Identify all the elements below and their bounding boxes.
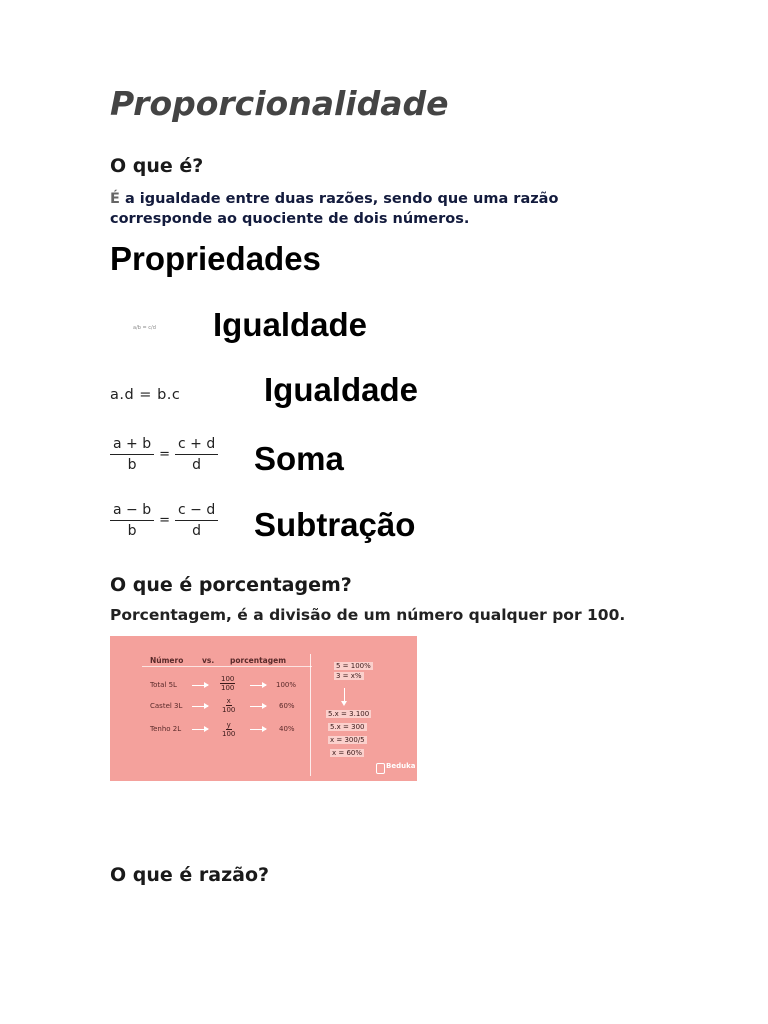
definition-first-letter: É bbox=[110, 191, 120, 207]
beduka-logo-text: Beduka bbox=[386, 762, 416, 770]
arrow-right-icon bbox=[250, 706, 266, 707]
sum-numerator-left: a + b bbox=[110, 436, 154, 455]
arrow-down-icon bbox=[344, 688, 345, 704]
arrow-right-icon bbox=[192, 729, 208, 730]
arrow-right-icon bbox=[192, 706, 208, 707]
image-row-label: Total 5L bbox=[150, 681, 177, 689]
image-row-frac-num: x bbox=[226, 697, 231, 705]
definition-paragraph bbox=[110, 189, 580, 229]
image-row-frac-num: 100 bbox=[221, 675, 235, 683]
sub-numerator-right: c − d bbox=[175, 502, 218, 521]
image-header-percentage: porcentagem bbox=[230, 656, 287, 665]
percentage-illustration bbox=[110, 636, 417, 781]
sum-denominator-left: b bbox=[127, 457, 137, 473]
percentage-text: , é a divisão de um número qualquer por 100. bbox=[226, 606, 626, 624]
sub-fraction-left bbox=[110, 502, 154, 539]
heading-percentage: O que é porcentagem? bbox=[110, 574, 352, 596]
image-header-number: Número bbox=[150, 656, 184, 665]
image-step: 5.x = 300 bbox=[330, 723, 365, 731]
image-row-frac-den: 100 bbox=[221, 684, 235, 692]
image-row-fraction bbox=[220, 675, 235, 692]
image-header-divider bbox=[142, 666, 312, 667]
heading-what-is: O que é? bbox=[110, 155, 204, 177]
subtraction-formula bbox=[110, 502, 218, 539]
sum-formula bbox=[110, 436, 218, 473]
sum-fraction-right bbox=[175, 436, 218, 473]
image-row-value: 40% bbox=[279, 725, 295, 733]
image-row-fraction bbox=[222, 697, 235, 714]
sum-denominator-right: d bbox=[192, 457, 202, 473]
arrow-right-icon bbox=[250, 685, 266, 686]
image-column-divider bbox=[310, 654, 311, 776]
property-label-equality-2: Igualdade bbox=[264, 371, 419, 408]
image-row-label: Castel 3L bbox=[150, 702, 183, 710]
sub-denominator-left: b bbox=[127, 523, 137, 539]
arrow-right-icon bbox=[192, 685, 208, 686]
image-step: x = 60% bbox=[332, 749, 363, 757]
image-row-fraction bbox=[222, 721, 235, 738]
image-step: 5.x = 3.100 bbox=[328, 710, 370, 718]
image-row-value: 100% bbox=[276, 681, 297, 689]
image-step: 5 = 100% bbox=[336, 662, 371, 670]
image-row-frac-num: y bbox=[226, 721, 231, 729]
heading-properties: Propriedades bbox=[110, 240, 321, 277]
property-label-sum: Soma bbox=[254, 440, 344, 477]
image-row-frac-den: 100 bbox=[222, 730, 236, 738]
sub-denominator-right: d bbox=[192, 523, 202, 539]
product-formula: a.d = b.c bbox=[110, 387, 181, 403]
sub-equals-sign: = bbox=[159, 513, 171, 528]
image-header-vs: vs. bbox=[202, 656, 215, 665]
property-label-equality-1: Igualdade bbox=[213, 306, 368, 343]
image-row-frac-den: 100 bbox=[222, 706, 236, 714]
tiny-formula-image: a/b = c/d bbox=[133, 325, 156, 331]
beduka-logo-icon bbox=[376, 763, 385, 774]
property-label-subtraction: Subtração bbox=[254, 506, 416, 543]
percentage-term: Porcentagem bbox=[110, 606, 227, 624]
sum-equals-sign: = bbox=[159, 447, 171, 462]
page-title: Proporcionalidade bbox=[110, 84, 449, 123]
definition-line-1: a igualdade entre duas razões, sendo que uma razão bbox=[119, 191, 559, 207]
image-step: x = 300/5 bbox=[330, 736, 365, 744]
sum-numerator-right: c + d bbox=[175, 436, 218, 455]
image-step: 3 = x% bbox=[336, 672, 362, 680]
heading-ratio: O que é razão? bbox=[110, 864, 270, 886]
sum-fraction-left bbox=[110, 436, 154, 473]
arrow-right-icon bbox=[250, 729, 266, 730]
image-row-label: Tenho 2L bbox=[150, 725, 182, 733]
image-row-value: 60% bbox=[279, 702, 295, 710]
definition-line-2: corresponde ao quociente de dois números. bbox=[110, 211, 470, 227]
percentage-paragraph bbox=[110, 606, 625, 624]
sub-fraction-right bbox=[175, 502, 218, 539]
sub-numerator-left: a − b bbox=[110, 502, 154, 521]
